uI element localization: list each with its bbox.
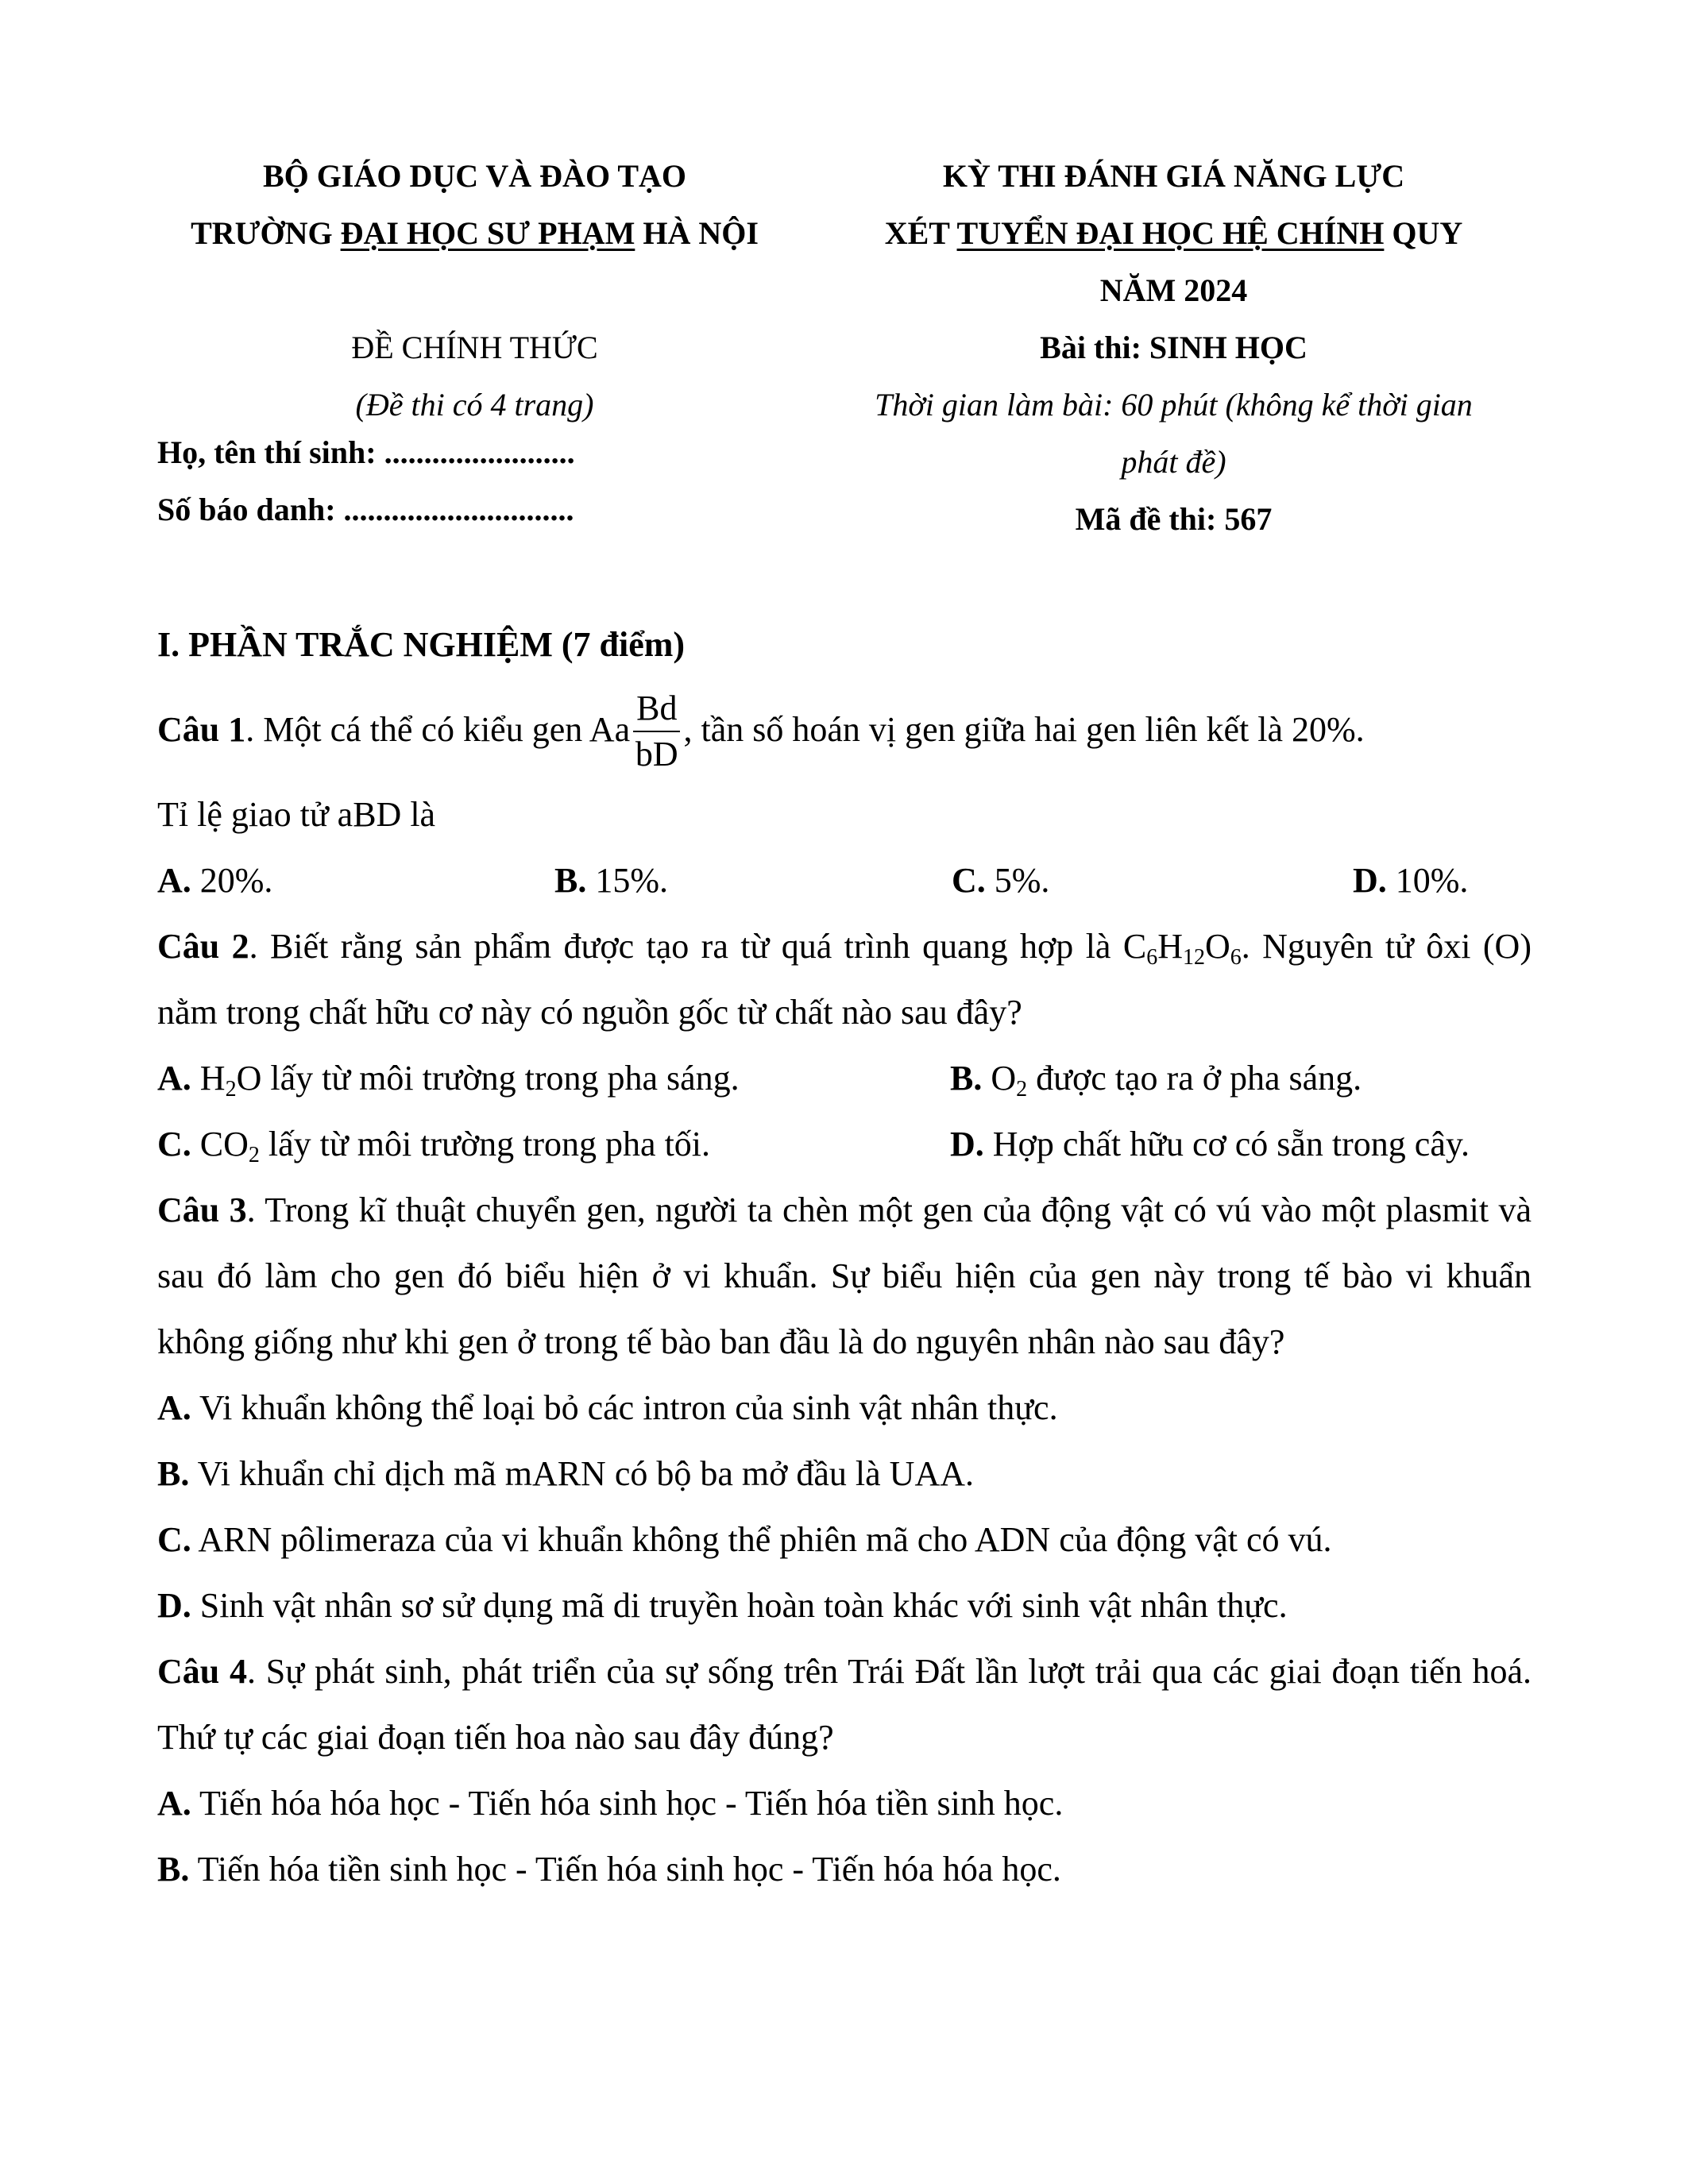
option-c: C. $CO_2$ lấy từ môi trường trong pha tối. bbox=[157, 1125, 711, 1167]
option-b: B. 15%. bbox=[554, 861, 669, 900]
question-2: Câu 2. Biết rằng sản phẩm được tạo ra từ quá trình quang hợp là $C_6H_{12}O_6$. Nguyên tử ôxi (O) nằm trong chất hữu cơ này có nguồn gốc từ chất nào sau đây? bbox=[157, 927, 1532, 1032]
exam-year: NĂM 2024 bbox=[1099, 272, 1248, 308]
admission-title: XÉT TUYỂN ĐẠI HỌC HỆ CHÍNH QUY bbox=[884, 215, 1463, 251]
official-label: ĐỀ CHÍNH THỨC bbox=[351, 330, 598, 365]
ministry-name: BỘ GIÁO DỤC VÀ ĐÀO TẠO bbox=[262, 158, 687, 194]
header-right bbox=[814, 148, 1533, 548]
option-a: A. $H_2O$ lấy từ môi trường trong pha sáng. bbox=[157, 1059, 740, 1102]
school-name: TRƯỜNG ĐẠI HỌC SƯ PHẠM HÀ NỘI bbox=[191, 215, 759, 251]
exam-body bbox=[157, 612, 1532, 1902]
option-b: B. $O_2$ được tạo ra ở pha sáng. bbox=[950, 1059, 1362, 1102]
option-b: B. Vi khuẩn chỉ dịch mã mARN có bộ ba mở đầu là UAA. bbox=[157, 1454, 974, 1493]
candidate-id-field: Số báo danh: ............................. bbox=[157, 492, 574, 527]
question-2-options-row1 bbox=[157, 1045, 1532, 1111]
time-limit: Thời gian làm bài: 60 phút (không kể thời gian bbox=[875, 387, 1473, 423]
option-a: A. Tiến hóa hóa học - Tiến hóa sinh học - Tiến hóa tiền sinh học. bbox=[157, 1784, 1064, 1823]
question-2-options-row2 bbox=[157, 1111, 1532, 1177]
page-count: (Đề thi có 4 trang) bbox=[355, 387, 594, 423]
header-left bbox=[135, 148, 814, 434]
section-title: I. PHẦN TRẮC NGHIỆM (7 điểm) bbox=[157, 625, 686, 664]
option-a: A. 20%. bbox=[157, 861, 273, 900]
option-d: D. 10%. bbox=[1353, 861, 1469, 900]
exam-subject: Bài thi: SINH HỌC bbox=[1040, 330, 1308, 365]
option-a: A. Vi khuẩn không thể loại bỏ các intron của sinh vật nhân thực. bbox=[157, 1388, 1058, 1427]
option-c: C. ARN pôlimeraza của vi khuẩn không thể phiên mã cho ADN của động vật có vú. bbox=[157, 1520, 1332, 1559]
question-1-options bbox=[157, 847, 1532, 913]
genotype-fraction: $\frac{Bd}{bD}$ bbox=[633, 686, 680, 777]
option-c: C. 5%. bbox=[952, 861, 1050, 900]
option-d: D. Hợp chất hữu cơ có sẵn trong cây. bbox=[950, 1125, 1470, 1163]
question-1-cont: Tỉ lệ giao tử aBD là bbox=[157, 795, 436, 834]
candidate-name-field: Họ, tên thí sinh: ........................ bbox=[157, 434, 575, 470]
question-4: Câu 4. Sự phát sinh, phát triển của sự sống trên Trái Đất lần lượt trải qua các giai đoạn tiến hoá. Thứ tự các giai đoạn tiến hoa nào sau đây đúng? bbox=[157, 1652, 1532, 1757]
option-d: D. Sinh vật nhân sơ sử dụng mã di truyền hoàn toàn khác với sinh vật nhân thực. bbox=[157, 1586, 1288, 1625]
question-3: Câu 3. Trong kĩ thuật chuyển gen, người ta chèn một gen của động vật có vú vào một plasmit và sau đó làm cho gen đó biểu hiện ở vi khuẩn. Sự biểu hiện của gen này trong tế bào vi khuẩn không giống như khi gen ở trong tế bào ban đầu là do nguyên nhân nào sau đây? bbox=[157, 1190, 1532, 1361]
exam-code: Mã đề thi: 567 bbox=[1075, 501, 1273, 537]
option-b: B. Tiến hóa tiền sinh học - Tiến hóa sinh học - Tiến hóa hóa học. bbox=[157, 1850, 1061, 1889]
question-1: Câu 1. Một cá thể có kiểu gen Aa $\frac{Bd}{bD}$ , tần số hoán vị gen giữa hai gen liên kết là 20%. bbox=[157, 678, 1532, 781]
time-limit-cont: phát đề) bbox=[1121, 444, 1226, 480]
exam-title: KỲ THI ĐÁNH GIÁ NĂNG LỰC bbox=[942, 158, 1405, 194]
